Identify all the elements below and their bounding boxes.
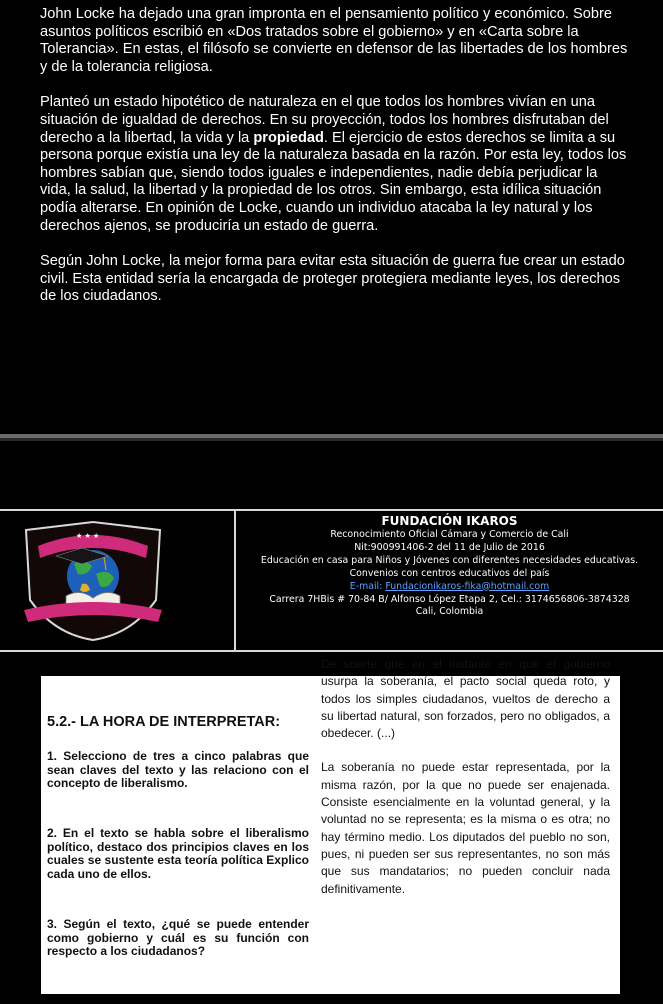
article-paragraph-2-end: . El ejercicio de estos derechos se limita a su persona porque existía una ley de la naturaleza basada en la razón. Por esta ley, todos los hombres sabían que, siendo todos iguales e independientes, nadie debía perjudicar la vida, la salud, la libertad y la propiedad de los otros. Sin embargo, esta idílica situación podía alterarse. En opinión de Locke, cuando un individuo atacaba la ley natural y los derechos ajenos, se produciría un estado de guerra. <box>40 129 627 234</box>
article-paragraph-2 <box>40 94 630 235</box>
reading-column <box>321 656 610 915</box>
header-border-bottom <box>0 650 663 652</box>
svg-text:★ ★ ★: ★ ★ ★ <box>76 532 100 540</box>
email-line <box>236 581 663 594</box>
article-paragraph-3: Según John Locke, la mejor forma para evitar esta situación de guerra fue crear un estado civil. Esta entidad sería la encargada de proteger protegiera mediante leyes, los derechos de los ciudadanos. <box>40 253 625 305</box>
agreements-line: Convenios con centros educativos del país <box>349 567 550 579</box>
email-link[interactable]: Fundacionikaros-fika@hotmail.com <box>385 580 550 592</box>
recognition-line: Reconocimiento Oficial Cámara y Comercio de Cali <box>330 529 569 540</box>
article-paragraph-2-start: Planteó un estado hipotético de naturaleza en el que todos los hombres vivían en una situación de igualdad de derechos. En su proyección, todos los hombres disfrutaban del derecho a la libertad, la vida y la <box>40 94 609 146</box>
foundation-header <box>236 512 663 619</box>
worksheet-card <box>41 657 620 994</box>
question-1: 1. Selecciono de tres a cinco palabras que sean claves del texto y las relaciono con el concepto de liberalismo. <box>47 749 309 791</box>
reading-paragraph-1: De suerte que en el instante en que el gobierno usurpa la soberanía, el pacto social queda roto, y todos los simples ciudadanos, vueltos de derecho a su libertad natural, son forzados, pero no obligados, a obedecer. (...) <box>321 657 610 741</box>
section-title: 5.2.- LA HORA DE INTERPRETAR: <box>47 714 281 730</box>
city-line: Cali, Colombia <box>415 606 484 618</box>
education-line: Educación en casa para Niños y Jóvenes con diferentes necesidades educativas. <box>260 554 639 566</box>
foundation-logo <box>16 518 170 642</box>
address-line: Carrera 7HBis # 70-84 B/ Alfonso López Etapa 2, Cel.: 3174656806-3874328 <box>269 593 630 605</box>
page-divider-shadow <box>0 438 663 441</box>
nit-line: Nit:900991406-2 del 11 de Julio de 2016 <box>354 541 545 553</box>
keyword-propiedad: propiedad <box>253 129 324 146</box>
question-3: 3. Según el texto, ¿qué se puede entender como gobierno y cuál es su función con respecto a los ciudadanos? <box>47 917 309 959</box>
question-2: 2. En el texto se habla sobre el liberalismo político, destaco dos principios claves en los cuales se sustente esta teoría política Explico cada uno de ellos. <box>47 826 309 881</box>
header-border-top <box>0 509 663 511</box>
reading-paragraph-2: La soberanía no puede estar representada, por la misma razón, por la que no puede ser enajenada. Consiste esencialmente en la voluntad general, y la voluntad no se representa; es la misma o es otra; no hay término medio. Los diputados del pueblo no son, pues, ni pueden ser sus representantes, no son más que sus mandatarios; no pueden concluir nada definitivamente. <box>321 760 610 896</box>
article-paragraph-1: John Locke ha dejado una gran impronta en el pensamiento político y económico. Sobre asuntos políticos escribió en «Dos tratados sobre el gobierno» y en «Carta sobre la Tolerancia». En estas, el filósofo se convierte en defensor de las libertades de los hombres y de la tolerancia religiosa. <box>40 6 628 75</box>
foundation-title: FUNDACIÓN IKAROS <box>381 514 518 528</box>
article-text <box>40 6 630 324</box>
email-label: E-mail: <box>349 580 386 592</box>
